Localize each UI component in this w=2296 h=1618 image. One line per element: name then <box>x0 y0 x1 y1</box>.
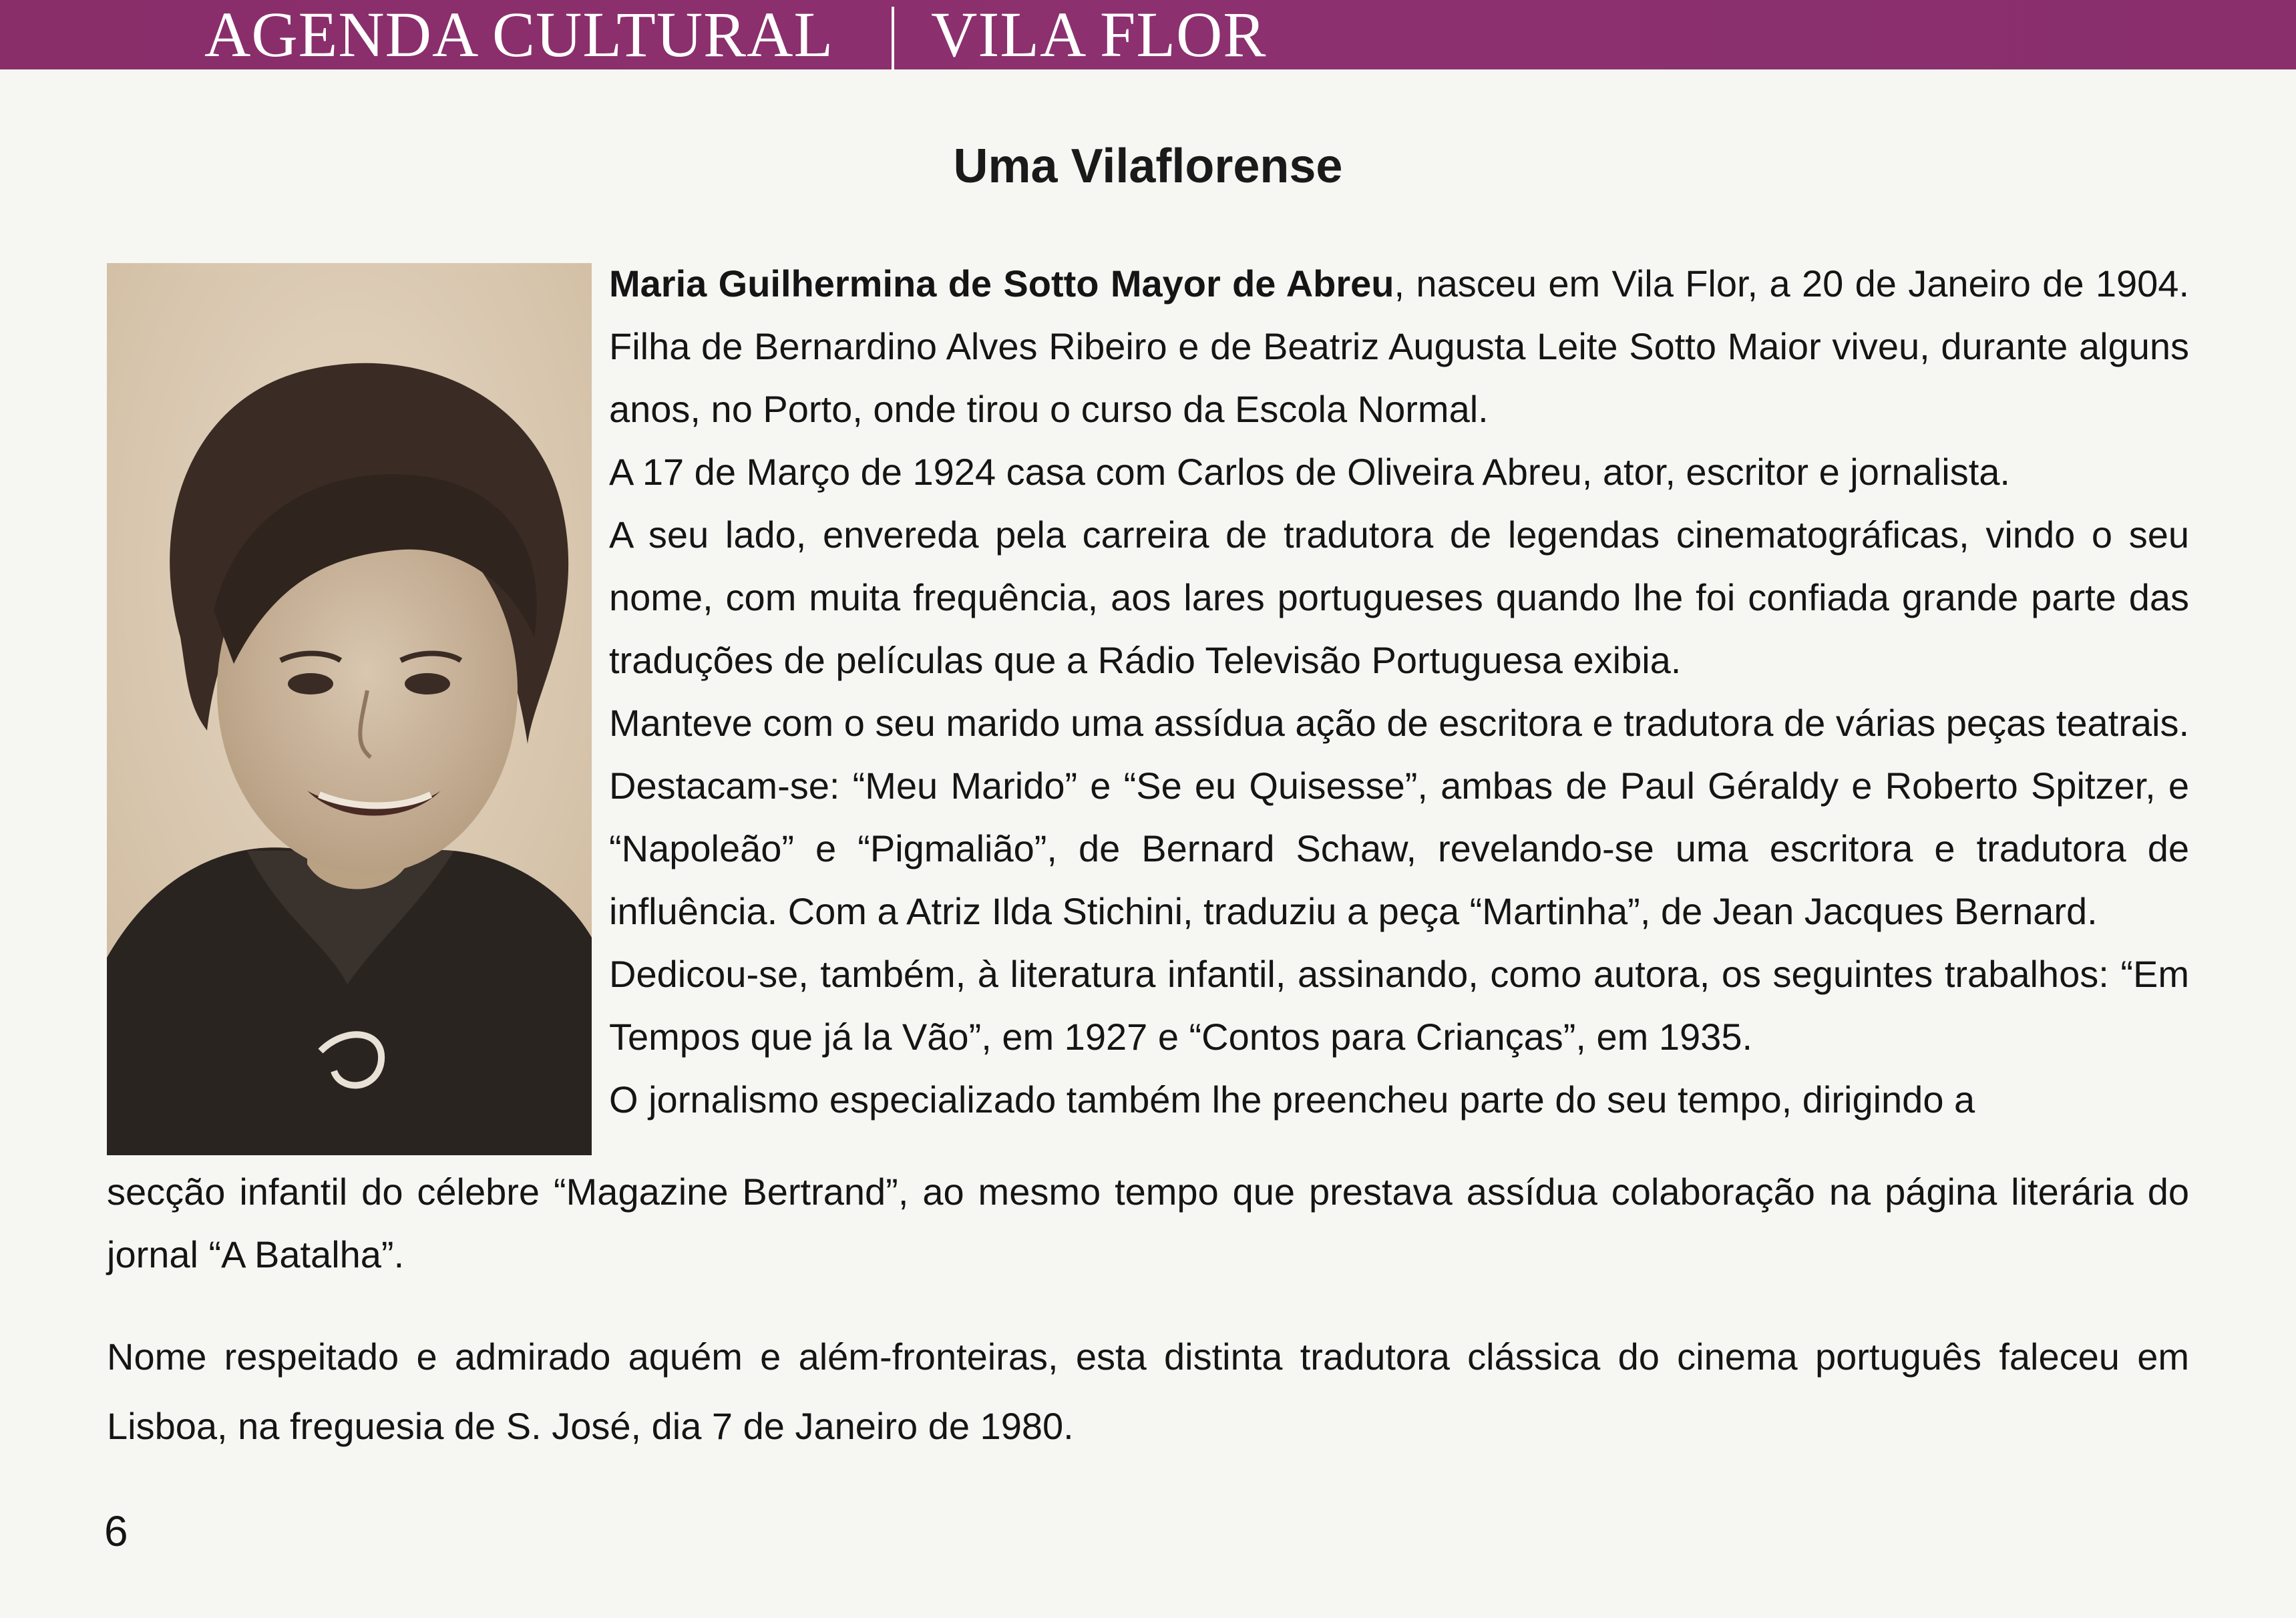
article-body-full <box>107 1161 2189 1286</box>
header-banner <box>0 0 2296 69</box>
paragraph-birth <box>609 252 2189 441</box>
header-divider <box>892 7 894 69</box>
paragraph-theatre: Manteve com o seu marido uma assídua ação de escritora e tradutora de várias peças teatrais. Destacam-se: “Meu Marido” e “Se eu Quisesse”, ambas de Paul Géraldy e Roberto Spitzer, e “Napoleão” e “Pigmalião”, de Bernard Schaw, revelando-se uma escritora e tradutora de influência. Com a Atriz Ilda Stichini, traduziu a peça “Martinha”, de Jean Jacques Bernard. <box>609 702 2189 932</box>
location-title: VILA FLOR <box>931 0 1267 70</box>
paragraph-death: Nome respeitado e admirado aquém e além-fronteiras, esta distinta tradutora clássica do cinema português faleceu em Lisboa, na freguesia de S. José, dia 7 de Janeiro de 1980. <box>107 1336 2189 1447</box>
paragraph-marriage: A 17 de Março de 1924 casa com Carlos de Oliveira Abreu, ator, escritor e jornalista. <box>609 451 2010 493</box>
portrait-illustration <box>107 263 592 1155</box>
paragraph-journalism-start: O jornalismo especializado também lhe preencheu parte do seu tempo, dirigindo a <box>609 1078 1975 1121</box>
page-number: 6 <box>104 1507 128 1555</box>
paragraph-career: A seu lado, envereda pela carreira de tradutora de legendas cinematográficas, vindo o seu nome, com muita frequência, aos lares portugueses quando lhe foi confiada grande parte das traduções de películas que a Rádio Televisão Portuguesa exibia. <box>609 514 2189 681</box>
paragraph-journalism-cont: secção infantil do célebre “Magazine Bertrand”, ao mesmo tempo que prestava assídua colaboração na página literária do jornal “A Batalha”. <box>107 1171 2189 1275</box>
paragraph-birth-text: , nasceu em Vila Flor, a 20 de Janeiro de 1904. Filha de Bernardino Alves Ribeiro e de Beatriz Augusta Leite Sotto Maior viveu, durante alguns anos, no Porto, onde tirou o curso da Escola Normal. <box>609 262 2189 430</box>
article-title: Uma Vilaflorense <box>953 140 1343 193</box>
paragraph-children-literature: Dedicou-se, também, à literatura infantil, assinando, como autora, os seguintes trabalhos: “Em Tempos que já la Vão”, em 1927 e “Contos para Crianças”, em 1935. <box>609 953 2189 1058</box>
article-body-right <box>609 252 2189 1131</box>
section-title: AGENDA CULTURAL <box>204 0 834 70</box>
subject-name: Maria Guilhermina de Sotto Mayor de Abreu <box>609 262 1394 305</box>
portrait-photo <box>107 263 592 1155</box>
